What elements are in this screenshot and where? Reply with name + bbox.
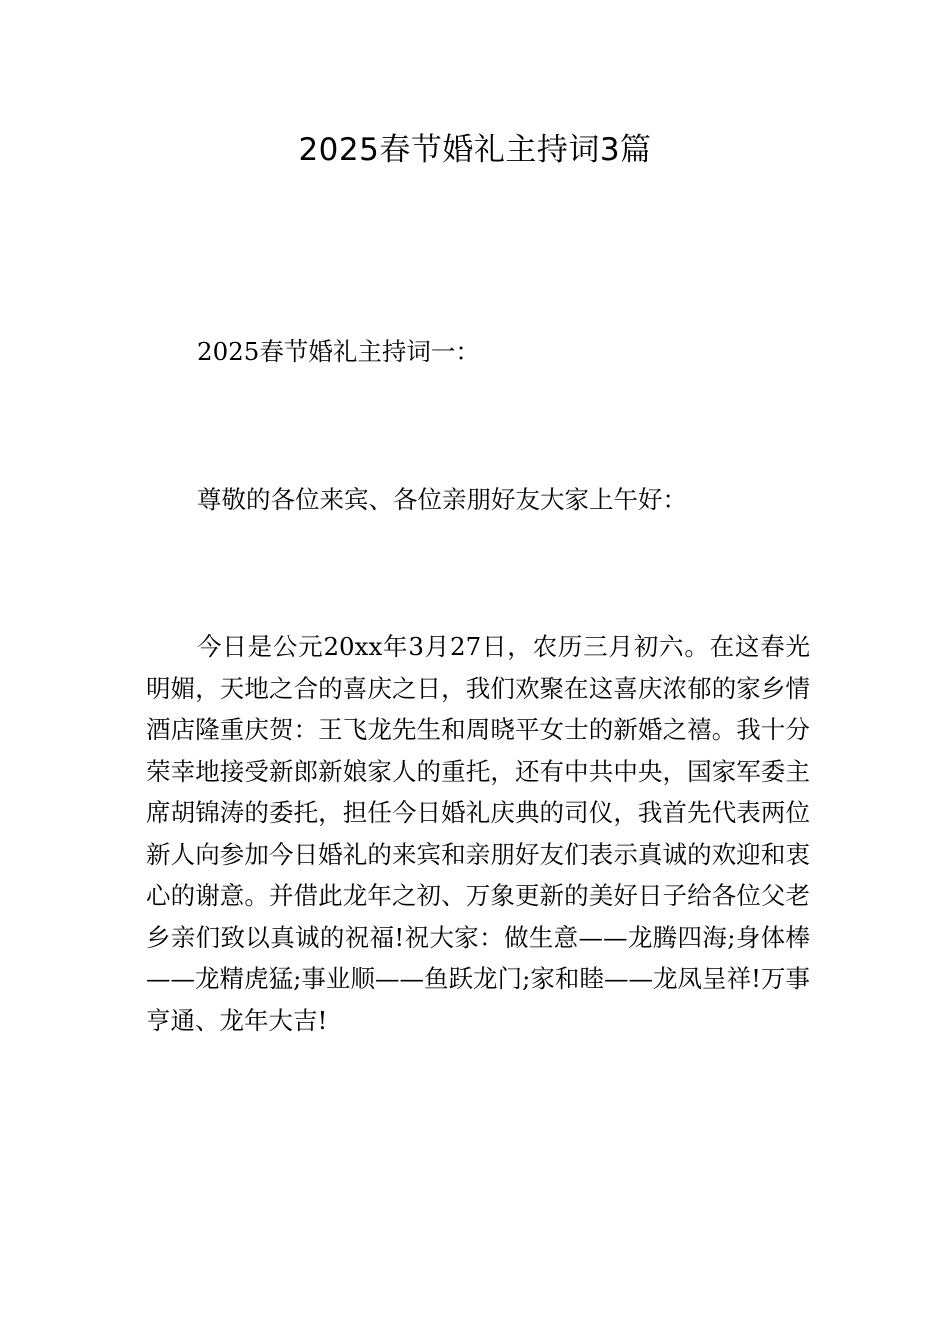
document-title: 2025春节婚礼主持词3篇 [298,132,652,168]
body-paragraph: 今日是公元20xx年3月27日，农历三月初六。在这春光明媚，天地之合的喜庆之日，我们欢聚在这喜庆浓郁的家乡情酒店隆重庆贺：王飞龙先生和周晓平女士的新婚之禧。我十分荣幸地接受新郎新娘家人的重托，还有中共中央，国家军委主席胡锦涛的委托，担任今日婚礼庆典的司仪，我首先代表两位新人向参加今日婚礼的来宾和亲朋好友们表示真诚的欢迎和衷心的谢意。并借此龙年之初、万象更新的美好日子给各位父老乡亲们致以真诚的祝福!祝大家：做生意——龙腾四海;身体棒——龙精虎猛;事业顺——鱼跃龙门;家和睦——龙凤呈祥!万事亨通、龙年大吉! [146,632,810,1035]
greeting-line: 尊敬的各位来宾、各位亲朋好友大家上午好： [197,485,687,514]
section-heading: 2025春节婚礼主持词一： [197,337,480,366]
